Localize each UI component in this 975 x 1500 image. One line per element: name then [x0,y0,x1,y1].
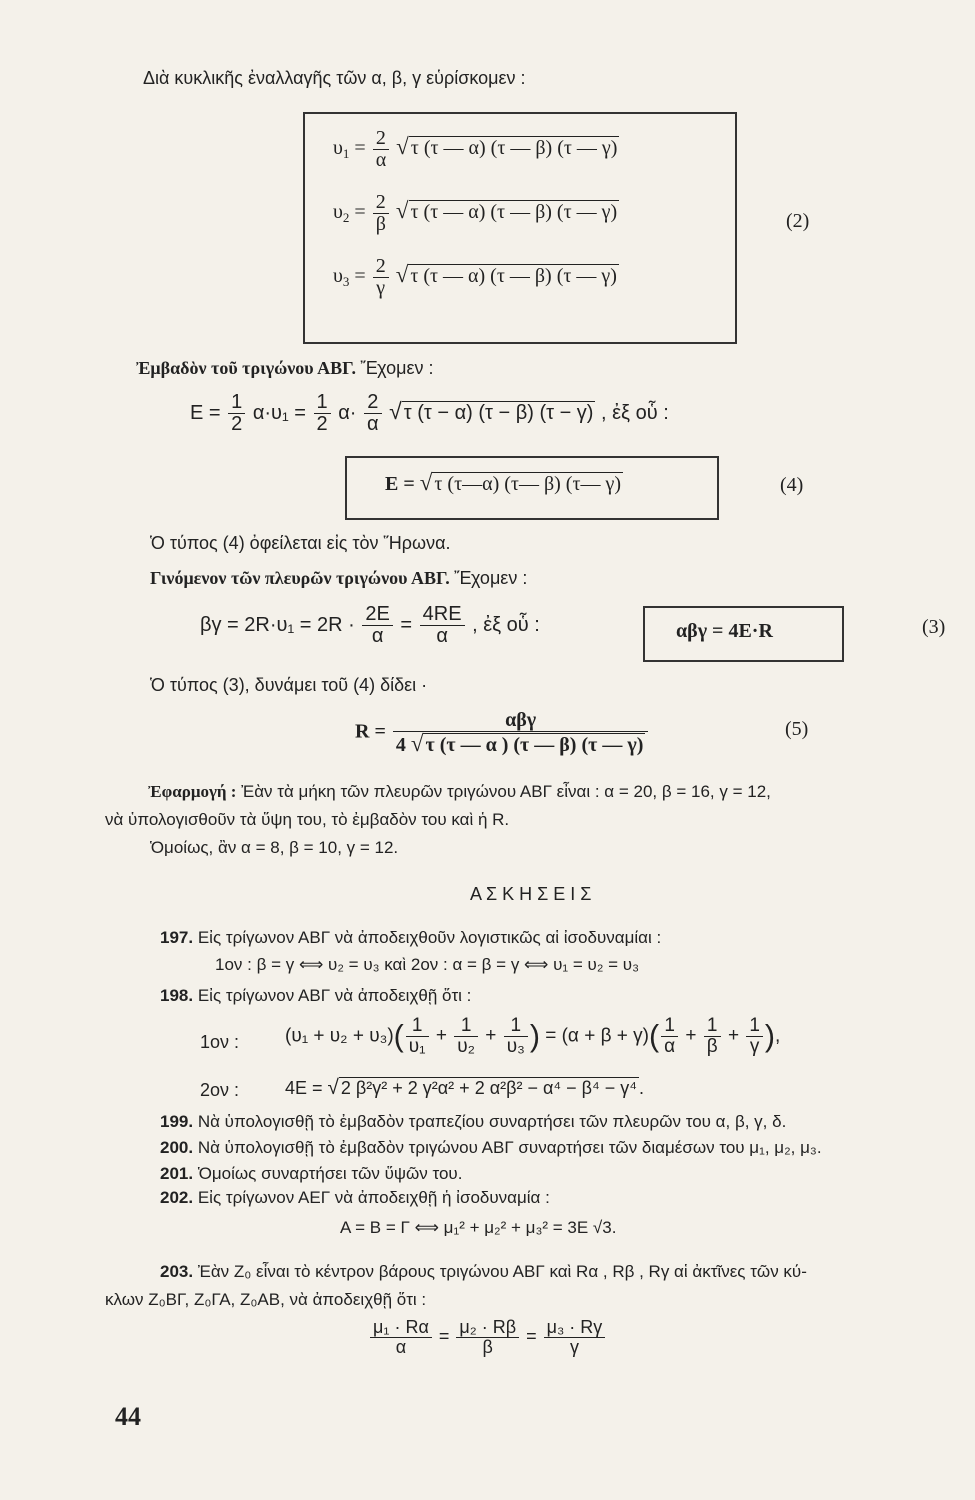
altitude-formula-2: $\upsilon_2$ = $\frac{2}{\beta}$ √ τ (τ — α) (τ — β) (τ — γ) [333,191,618,235]
area-part1-tail: α·υ₁ = [252,401,306,424]
product-heading: Γινόμενον τῶν πλευρῶν τριγώνου ΑΒΓ. Ἔχομεν : [150,568,528,588]
ex197-line: 1ον : β = γ ⟺ υ₂ = υ₃ καὶ 2ον : α = β = γ ⟺ υ₁ = υ₂ = υ₃ [215,955,640,974]
f198b-frac-1: $\frac{1}{\alpha}$ [661,1016,678,1057]
heron-formula: Ε = √ τ (τ—α) (τ— β) (τ— γ) [385,470,621,495]
intro-text: Διὰ κυκλικῆς ἐναλλαγῆς τῶν α, β, γ εὑρίσκομεν : [143,68,526,88]
f198a-frac-1: $\frac{1}{\text{υ₁}}$ [406,1016,429,1057]
ex198-label2: 2ον : [200,1080,240,1100]
ex201: 201. Ὁμοίως συναρτήσει τῶν ὕψῶν του. [160,1164,463,1183]
r-formula: R = $\frac{\text{αβγ}}{4 √ \tau (\tau — \alpha ) (\tau — \beta) (\tau — \gamma)}$ [355,710,650,756]
application-line1: Ἐφαρμογή : Ἐὰν τὰ μήκη τῶν πλευρῶν τριγώνου ΑΒΓ εἶναι : α = 20, β = 16, γ = 12, [148,782,771,801]
ex198-line2: 4E = √ 2 β²γ² + 2 γ²α² + 2 α²β² − α⁴ − β⁴ − γ⁴ . [285,1076,644,1099]
eq2-label: (2) [786,210,810,232]
area-frac-1: $\frac{1}{2}$ [228,392,245,435]
product-line: βγ = 2R·υ₁ = 2R · $\frac{2E}{\alpha}$ = $\frac{4RE}{\alpha}$ , ἐξ οὗ : [200,603,540,647]
ex199: 199. Νὰ ὑπολογισθῇ τὸ ἐμβαδὸν τραπεζίου συναρτήσει τῶν πλευρῶν του α, β, γ, δ. [160,1112,787,1131]
area-heading [136,358,434,379]
area-lhs: Ε = [190,401,221,424]
ex198-line1: (υ₁ + υ₂ + υ₃)( $\frac{1}{\text{υ₁}}$ + $\frac{1}{\text{υ₂}}$ + $\frac{1}{\text{υ₃}}$ ) = (α + β + γ)( $\frac{1}{\alpha}$ + $\frac{1}{\beta}$ + $\frac{1}{\gamma}$ ), [285,1015,781,1057]
ex203-line2: κλων Ζ₀ΒΓ, Ζ₀ΓΑ, Ζ₀ΑΒ, νὰ ἀποδειχθῇ ὅτι : [105,1290,427,1309]
heron-note: Ὁ τύπος (4) ὀφείλεται εἰς τὸν Ἥρωνα. [150,533,451,553]
area-radical: √ τ (τ − α) (τ − β) (τ − γ) [389,397,594,424]
product-box-formula: αβγ = 4E·R [676,620,773,642]
eq5-label: (5) [785,718,809,740]
area-line [190,392,669,435]
area-frac-2: $\frac{1}{2}$ [314,392,331,435]
page-number: 44 [115,1402,141,1431]
f198a-frac-2: $\frac{1}{\text{υ₂}}$ [454,1016,478,1057]
altitude-formula-1: $\upsilon_1$ = $\frac{2}{\alpha}$ √ τ (τ — α) (τ — β) (τ — γ) [333,127,618,171]
ex203: 203. Ἐὰν Ζ₀ εἶναι τὸ κέντρον βάρους τριγώνου ΑΒΓ καὶ Rα , Rβ , Rγ αἱ ἀκτῖνες τῶν κύ- [160,1262,807,1281]
f203-frac-2: $\frac{\text{μ₂ · Rβ}}{\beta}$ [456,1318,519,1357]
ex202: 202. Εἰς τρίγωνον ΑΕΓ νὰ ἀποδειχθῇ ἡ ἰσοδυναμία : [160,1188,550,1207]
application-line3: Ὁμοίως, ἂν α = 8, β = 10, γ = 12. [150,838,399,857]
f198a-frac-3: $\frac{1}{\text{υ₃}}$ [504,1016,528,1057]
f203-frac-3: $\frac{\text{μ₃ · Rγ}}{\gamma}$ [544,1318,606,1357]
r-note: Ὁ τύπος (3), δυνάμει τοῦ (4) δίδει · [150,675,428,695]
area-frac-3: $\frac{2}{\alpha}$ [364,392,382,435]
area-part2-tail: α· [338,401,357,424]
area-heading-tail: Ἔχομεν : [360,358,434,378]
eq3-label: (3) [922,616,946,638]
altitude-formula-3: $\upsilon_3$ = $\frac{2}{\gamma}$ √ τ (τ — α) (τ — β) (τ — γ) [333,255,617,299]
ex198-label1: 1ον : [200,1032,240,1052]
f198b-frac-2: $\frac{1}{\beta}$ [704,1016,721,1057]
ex200: 200. Νὰ ὑπολογισθῇ τὸ ἐμβαδὸν τριγώνου ΑΒΓ συναρτήσει τῶν διαμέσων του μ₁, μ₂, μ₃. [160,1138,822,1157]
ex197: 197. Εἰς τρίγωνον ΑΒΓ νὰ ἀποδειχθοῦν λογιστικῶς αἱ ἰσοδυναμίαι : [160,928,662,947]
f198b-frac-3: $\frac{1}{\gamma}$ [746,1016,763,1057]
area-tail: , ἐξ οὗ : [601,401,669,424]
ex198: 198. Εἰς τρίγωνον ΑΒΓ νὰ ἀποδειχθῇ ὅτι : [160,986,472,1005]
ex202-line: Α = Β = Γ ⟺ μ₁² + μ₂² + μ₃² = 3Ε √3. [340,1218,617,1237]
area-heading-bold: Ἐμβαδὸν τοῦ τριγώνου ΑΒΓ. [136,358,356,378]
f203-frac-1: $\frac{\text{μ₁ · Rα}}{\alpha}$ [370,1318,432,1357]
application-line2: νὰ ὑπολογισθοῦν τὰ ὕψη του, τὸ ἐμβαδὸν του καὶ ἡ R. [105,810,510,829]
eq4-label: (4) [780,474,804,496]
ex203-formula: $\frac{\text{μ₁ · Rα}}{\alpha}$ = $\frac{\text{μ₂ · Rβ}}{\beta}$ = $\frac{\text{μ₃ · Rγ}}{\gamma}$ [368,1318,607,1357]
exercises-title: Α Σ Κ Η Σ Ε Ι Σ [470,884,592,904]
